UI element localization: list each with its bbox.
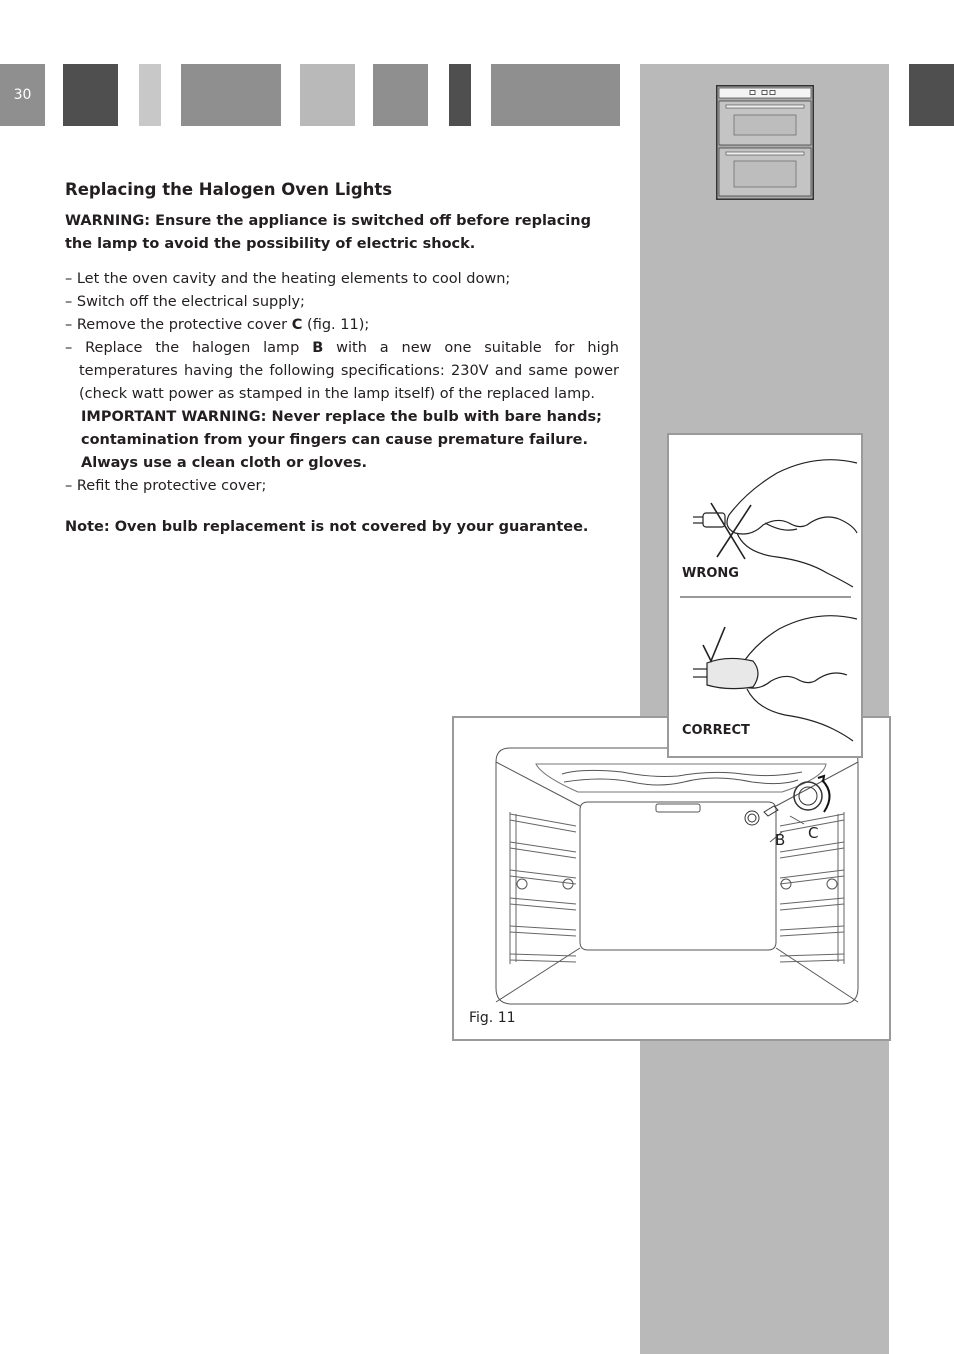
important-warning [65, 406, 619, 475]
header-tab [63, 64, 118, 126]
list-item: – Refit the protective cover; [65, 478, 267, 494]
header-tab [139, 64, 161, 126]
part-ref-c: C [291, 317, 303, 333]
header-tab [181, 64, 281, 126]
header-tab [449, 64, 471, 126]
corner-tab [909, 64, 954, 126]
double-oven-icon [716, 85, 814, 200]
instruction-list [65, 268, 619, 498]
step-text: – Remove the protective cover [65, 317, 292, 333]
section-title: Replacing the Halogen Oven Lights [65, 180, 393, 199]
list-item: – Switch off the electrical supply; [65, 294, 305, 310]
safety-warning: WARNING: Ensure the appliance is switched off before replacing the lamp to avoid the possibility of electric shock. [65, 213, 591, 252]
oven-cavity-illustration [452, 716, 889, 1039]
list-item [65, 337, 619, 406]
guarantee-note: Note: Oven bulb replacement is not covered by your guarantee. [65, 519, 589, 535]
step-text: (fig. 11); [302, 317, 370, 333]
step-text: with a new one suitable for high temperatures having the following specifications: 230V and same power (check watt power as stamped in the lamp itself) of the replaced lamp. [79, 340, 619, 402]
wrong-label: WRONG [682, 566, 739, 581]
header-tab [491, 64, 620, 126]
header-tab [300, 64, 355, 126]
step-text: – Replace the halogen lamp [65, 340, 313, 356]
correct-label: CORRECT [682, 723, 750, 738]
bulb-handling-illustration [667, 433, 863, 758]
important-line: IMPORTANT WARNING: Never replace the bulb with bare hands; [81, 409, 602, 425]
list-item [65, 314, 619, 337]
header-tab [373, 64, 428, 126]
figure-caption: Fig. 11 [469, 1010, 516, 1026]
page-number: 30 [0, 64, 45, 126]
important-line: Always use a clean cloth or gloves. [81, 455, 368, 471]
important-line: contamination from your fingers can cause premature failure. [81, 432, 589, 448]
list-item: – Let the oven cavity and the heating elements to cool down; [65, 271, 511, 287]
part-ref-b: B [312, 340, 324, 356]
label-b: B [775, 831, 786, 849]
label-c: C [808, 824, 819, 842]
